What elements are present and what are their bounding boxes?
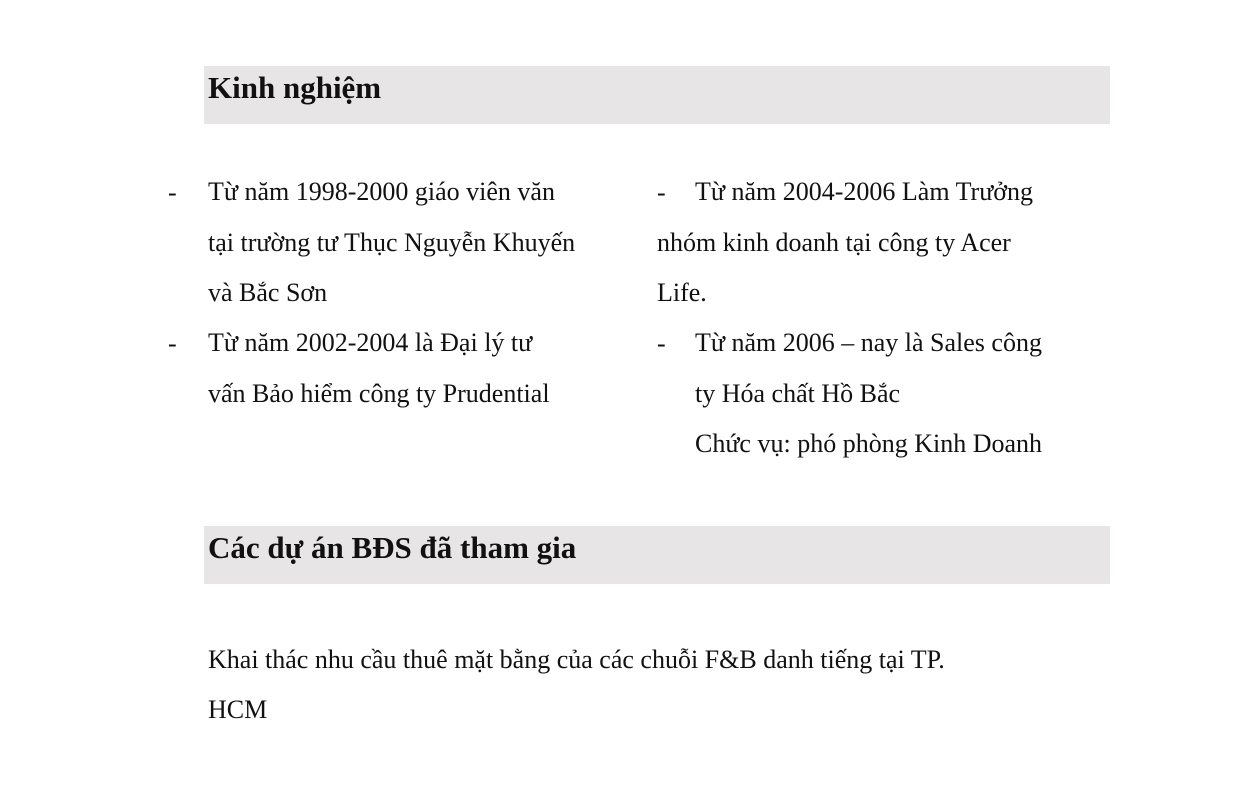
- experience-right-item-2-line-3: Chức vụ: phó phòng Kinh Doanh: [695, 429, 1043, 458]
- experience-title: Kinh nghiệm: [208, 70, 382, 105]
- bullet-dash: -: [657, 178, 666, 207]
- experience-section-header: [204, 66, 1110, 124]
- projects-section-header: [204, 526, 1110, 584]
- bullet-dash: -: [168, 178, 177, 207]
- bullet-dash: -: [657, 329, 666, 358]
- experience-right-item-2-line-1: Từ năm 2006 – nay là Sales công: [695, 328, 1042, 357]
- projects-title: Các dự án BĐS đã tham gia: [208, 530, 577, 565]
- experience-left-item-2-line-1: Từ năm 2002-2004 là Đại lý tư: [208, 328, 533, 357]
- projects-text-line-2: HCM: [208, 695, 268, 724]
- experience-right-item-1-line-1: Từ năm 2004-2006 Làm Trưởng: [695, 177, 1034, 206]
- projects-text-line-1: Khai thác nhu cầu thuê mặt bằng của các chuỗi F&B danh tiếng tại TP.: [208, 645, 945, 674]
- experience-left-item-1-line-3: và Bắc Sơn: [208, 278, 328, 307]
- experience-left-item-1-line-2: tại trường tư Thục Nguyễn Khuyến: [208, 228, 576, 257]
- experience-right-item-2-line-2: ty Hóa chất Hồ Bắc: [695, 379, 901, 408]
- experience-right-item-1-line-2: nhóm kinh doanh tại công ty Acer: [657, 228, 1011, 257]
- experience-left-item-2-line-2: vấn Bảo hiểm công ty Prudential: [208, 379, 550, 408]
- experience-right-item-1-line-3: Life.: [657, 278, 707, 307]
- experience-left-item-1-line-1: Từ năm 1998-2000 giáo viên văn: [208, 177, 555, 206]
- bullet-dash: -: [168, 329, 177, 358]
